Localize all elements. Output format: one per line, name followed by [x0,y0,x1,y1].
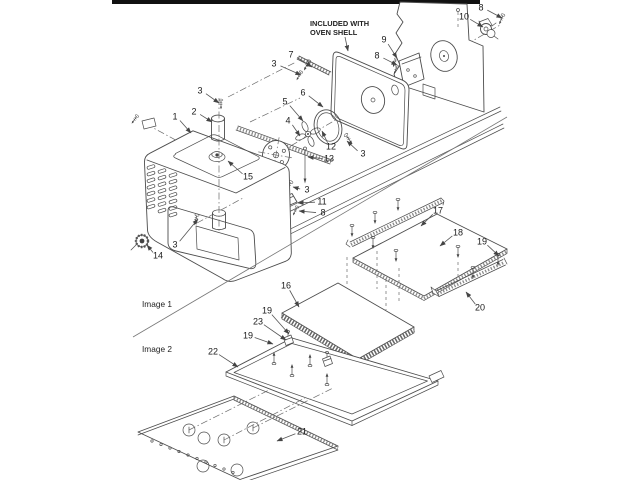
part-callout-1-8: 1 [172,111,178,122]
fan-hardware [284,133,354,195]
callout-leader-2-7 [200,114,212,122]
vent-screw [219,99,223,109]
deck-panel-18 [346,198,507,302]
part-callout-10-1: 10 [458,11,470,22]
callout-leader-3-14 [347,141,358,151]
callout-leader-8-0 [487,10,502,18]
part-callout-8-18: 8 [320,207,326,218]
part-callout-3-19: 3 [172,239,178,250]
part-callout-19-23: 19 [476,236,488,247]
callout-leader-3-16 [293,187,300,189]
note-leader-line [345,37,348,51]
callout-leader-3-6 [206,94,219,103]
callout-leader-20-24 [466,292,475,304]
part-callout-15-15: 15 [242,171,254,182]
part-callout-8-3: 8 [374,50,380,61]
part-callout-21-30: 21 [296,426,308,437]
part-callout-3-5: 3 [271,58,277,69]
callout-leader-6-9 [309,96,323,107]
callout-leader-16-25 [290,290,299,307]
part-callout-8-0: 8 [478,2,484,13]
callout-leader-8-18 [299,211,316,213]
part-callout-6-9: 6 [300,87,306,98]
oven-cavity-box [144,98,291,281]
callout-leader-1-8 [180,121,191,133]
callout-leader-11-17 [298,202,315,203]
included-with-note-line2: OVEN SHELL [310,28,358,37]
grommet-14 [131,235,148,250]
part-callout-19-26: 19 [261,305,273,316]
callout-leader-19-28 [255,338,273,344]
part-callout-19-28: 19 [242,330,254,341]
oven-back-liner-panel [331,52,409,149]
part-callout-17-21: 17 [432,205,444,216]
part-callout-3-14: 3 [360,148,366,159]
included-with-note-line1: INCLUDED WITH [310,19,370,28]
part-callout-22-29: 22 [207,346,219,357]
part-callout-4-11: 4 [285,115,291,126]
callout-leader-19-26 [272,315,289,334]
callout-leader-5-10 [290,106,303,121]
callout-leader-9-2 [388,44,397,58]
part-callout-23-27: 23 [252,316,264,327]
part-callout-12-12: 12 [325,141,337,152]
part-callout-3-16: 3 [304,184,310,195]
vent-tube-upper [212,115,225,141]
section-label-image-1: Image 1 [142,299,172,309]
part-callout-9-2: 9 [381,34,387,45]
part-callout-14-20: 14 [152,250,164,261]
part-callout-11-17: 11 [317,196,327,207]
part-callout-16-25: 16 [280,280,292,291]
callout-leader-22-29 [219,355,238,367]
motor-screw [497,13,505,25]
part-callout-2-7: 2 [191,106,197,117]
callout-leader-3-5 [280,66,301,75]
convection-fan-blade [291,117,325,151]
part-callout-13-13: 13 [323,153,335,164]
part-callout-3-6: 3 [197,85,203,96]
part-callout-20-24: 20 [474,302,486,313]
top-left-clip [130,114,156,129]
section-label-image-2: Image 2 [142,344,172,354]
part-callout-7-4: 7 [288,49,294,60]
part-callout-5-10: 5 [282,96,288,107]
part-callout-18-22: 18 [452,227,464,238]
callout-leader-4-11 [292,125,300,136]
